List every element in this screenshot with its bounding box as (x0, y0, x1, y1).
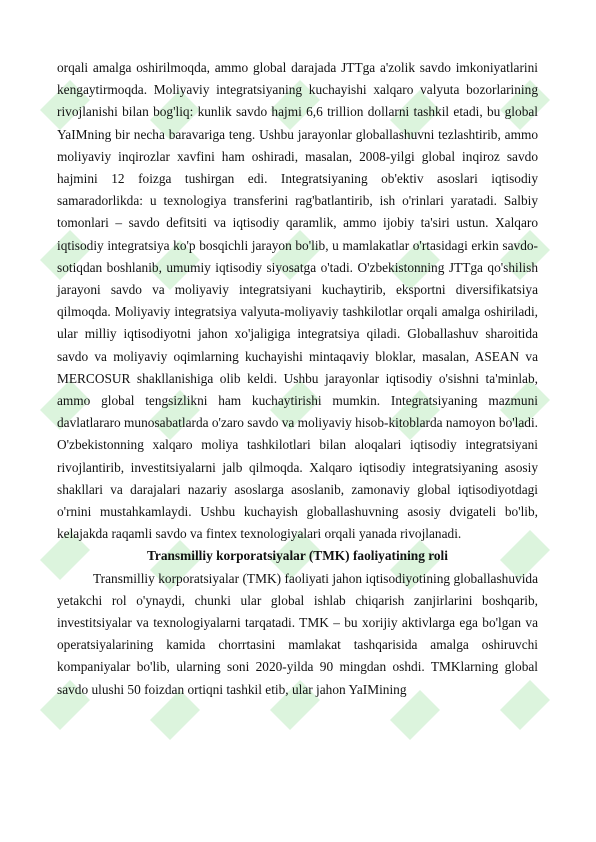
body-paragraph-2: Transmilliy korporatsiyalar (TMK) faoliyati jahon iqtisodiyotining globallashuvida yetakchi rol o'ynaydi, chunki ular global ishlab chiqarish zanjirlarini boshqarib, investitsiyalar va texnologiyalarni tarqatadi. TMK – bu xorijiy aktivlarga ega bo'lgan va operatsiyalarining kamida chorrtasini mamlakat tashqarisida amalga oshiruvchi kompaniyalar bo'lib, ularning soni 2020-yilda 90 mingdan oshdi. TMKlarning global savdo ulushi 50 foizdan ortiqni tashkil etib, ular jahon YaIMining (57, 570, 538, 697)
body-paragraph-1: orqali amalga oshirilmoqda, ammo global darajada JTTga a'zolik savdo imkoniyatlarini kengaytirmoqda. Moliyaviy integratsiyaning kuchayishi xalqaro valyuta bozorlarining rivojlanishi bilan bog'liq: kunlik savdo hajmi 6,6 trillion dollarni tashkil etadi, bu global YaIMning bir necha baravariga teng. Ushbu jarayonlar globallashuvni tezlashtirib, ammo moliyaviy inqirozlar xavfini ham oshiradi, masalan, 2008-yilgi global inqiroz savdo hajmini 12 foizga tushirgan edi. Integratsiyaning ob'ektiv asoslari iqtisodiy samaradorlikda: u texnologiya transferini rag'batlantirib, ish o'rinlari yaratadi. Salbiy tomonlari – savdo defitsiti va iqtisodiy qaramlik, ammo ijobiy ta'siri ustun. Xalqaro iqtisodiy integratsiya ko'p bosqichli jarayon bo'lib, u mamlakatlar o'rtasidagi erkin savdo-sotiqdan boshlanib, umumiy iqtisodiy siyosatga o'tadi. O'zbekistonning JTTga qo'shilish jarayoni savdo va moliyaviy integratsiyani kuchaytirib, eksportni diversifikatsiya qilmoqda. Moliyaviy integratsiya valyuta-moliyaviy tashkilotlar orqali amalga oshiriladi, ular milliy iqtisodiyotni jahon xo'jaligiga integratsiya qiladi. Globallashuv sharoitida savdo va moliyaviy oqimlarning kuchayishi mintaqaviy bloklar, masalan, ASEAN va MERCOSUR shakllanishiga olib keldi. Ushbu jarayonlar iqtisodiy o'sishni ta'minlab, ammo global tengsizlikni ham kuchaytirishi mumkin. Integratsiyaning mazmuni davlatlararo munosabatlarda o'zaro savdo va moliyaviy hisob-kitoblarda namoyon bo'ladi. O'zbekistonning xalqaro moliya tashkilotlari bilan aloqalari iqtisodiy integratsiyani rivojlantirib, investitsiyalarni jalb qilmoqda. Xalqaro iqtisodiy integratsiyaning asosiy shakllari va darajalari nazariy asoslarga asoslanib, zamonaviy global iqtisodiyotdagi o'rnini mustahkamlaydi. Ushbu kuchayish globallashuvning asosiy dvigateli bo'lib, kelajakda raqamli savdo va fintex texnologiyalari orqali yanada rivojlanadi. (57, 60, 538, 542)
section-heading: Transmilliy korporatsiyalar (TMK) faoliyatining roli (147, 548, 448, 564)
document-page (57, 57, 538, 701)
